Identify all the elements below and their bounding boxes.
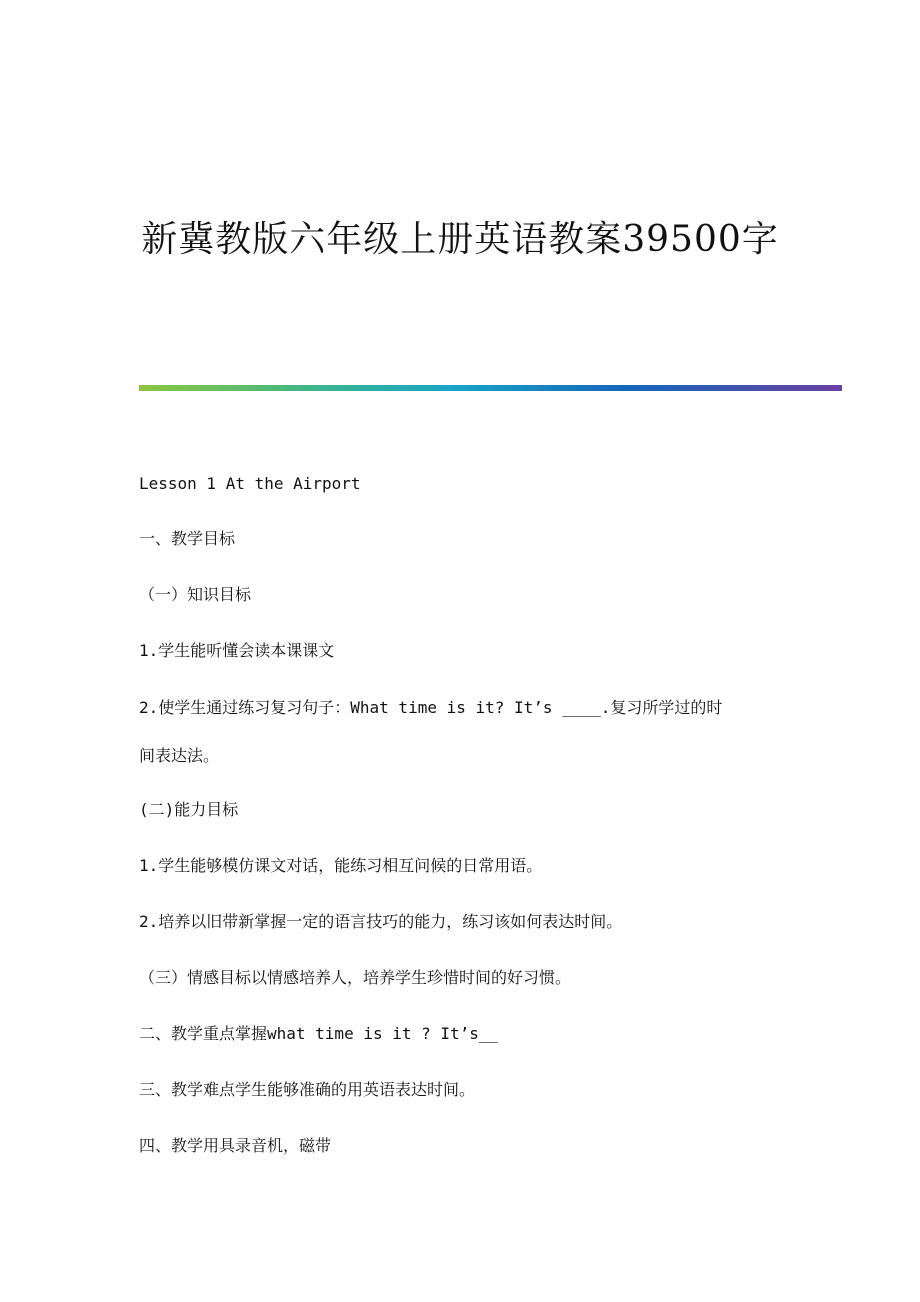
section-difficult-points: 三、教学难点学生能够准确的用英语表达时间。 bbox=[139, 1080, 476, 1099]
lesson-heading: Lesson 1 At the Airport bbox=[139, 474, 361, 493]
section-teaching-goals: 一、教学目标 bbox=[139, 529, 236, 548]
knowledge-goal-item-1: 1.学生能听懂会读本课课文 bbox=[139, 641, 335, 660]
subsection-emotion-goals: （三）情感目标以情感培养人，培养学生珍惜时间的好习惯。 bbox=[139, 968, 572, 987]
knowledge-goal-item-2: 2.使学生通过练习复习句子：What time is it? It’s ____.复习所学过的时 bbox=[139, 698, 723, 717]
section-teaching-tools: 四、教学用具录音机，磁带 bbox=[139, 1136, 332, 1155]
section-key-points: 二、教学重点掌握what time is it ? It’s__ bbox=[139, 1024, 499, 1043]
page-title: 新冀教版六年级上册英语教案39500字 bbox=[141, 219, 779, 260]
subsection-knowledge-goals: （一）知识目标 bbox=[139, 585, 252, 604]
subsection-ability-goals: (二)能力目标 bbox=[139, 800, 239, 819]
ability-goal-item-1: 1.学生能够模仿课文对话，能练习相互问候的日常用语。 bbox=[139, 856, 543, 875]
knowledge-goal-item-2-continued: 间表达法。 bbox=[139, 746, 220, 765]
ability-goal-item-2: 2.培养以旧带新掌握一定的语言技巧的能力，练习该如何表达时间。 bbox=[139, 912, 623, 931]
gradient-divider bbox=[139, 385, 842, 391]
